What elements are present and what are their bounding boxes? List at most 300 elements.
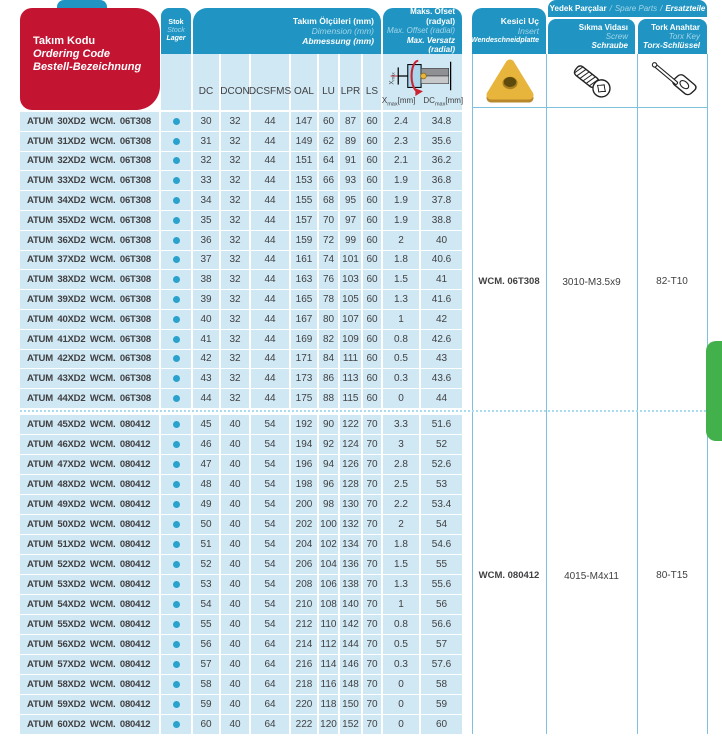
ordering-code-cell: ATUM 56XD2 WCM. 080412 xyxy=(20,635,159,654)
ordering-code-cell: ATUM 40XD2 WCM. 06T308 xyxy=(20,310,159,329)
dcon-cell: 40 xyxy=(221,715,249,734)
dc-cell: 56 xyxy=(193,635,219,654)
oal-cell: 200 xyxy=(291,495,317,514)
dc-cell: 37 xyxy=(193,251,219,270)
dcon-cell: 40 xyxy=(221,555,249,574)
ls-cell: 70 xyxy=(363,415,381,434)
stock-cell xyxy=(161,251,191,270)
dcon-cell: 32 xyxy=(221,211,249,230)
stock-dot-icon xyxy=(173,561,180,568)
divider xyxy=(472,107,708,108)
offset-max-labels xyxy=(382,96,463,108)
dcsfms-cell: 44 xyxy=(251,112,289,131)
oal-cell: 175 xyxy=(291,389,317,408)
ls-cell: 70 xyxy=(363,635,381,654)
ordering-code-cell: ATUM 44XD2 WCM. 06T308 xyxy=(20,389,159,408)
oal-cell: 206 xyxy=(291,555,317,574)
svg-text:Xmax: Xmax xyxy=(387,72,395,85)
code-header-tr: Takım Kodu xyxy=(33,35,96,47)
ls-cell: 70 xyxy=(363,475,381,494)
insert-header-de: Wendeschneidplatte xyxy=(471,37,539,44)
screw-header-tr: Sıkma Vidası xyxy=(578,23,628,32)
table-group-1 xyxy=(20,112,462,408)
lpr-cell: 113 xyxy=(340,369,361,388)
oal-cell: 163 xyxy=(291,270,317,289)
xmax-cell: 3 xyxy=(383,435,419,454)
dc-cell: 35 xyxy=(193,211,219,230)
stock-cell xyxy=(161,171,191,190)
lu-cell: 78 xyxy=(319,290,338,309)
lu-cell: 114 xyxy=(319,655,338,674)
lpr-cell: 148 xyxy=(340,675,361,694)
spare-band-sep2: / xyxy=(660,3,663,13)
lpr-cell: 136 xyxy=(340,555,361,574)
stock-dot-icon xyxy=(173,296,180,303)
ls-cell: 60 xyxy=(363,290,381,309)
ls-cell: 70 xyxy=(363,435,381,454)
dcmax-cell: 43 xyxy=(421,350,462,369)
offset-header-en: Max. Offset (radial) xyxy=(386,26,455,36)
dc-cell: 36 xyxy=(193,231,219,250)
ordering-code-cell: ATUM 60XD2 WCM. 080412 xyxy=(20,715,159,734)
lpr-cell: 144 xyxy=(340,635,361,654)
dcsfms-cell: 64 xyxy=(251,675,289,694)
col-label-lpr: LPR xyxy=(340,54,361,110)
xmax-cell: 0.5 xyxy=(383,635,419,654)
dc-cell: 38 xyxy=(193,270,219,289)
xmax-cell: 1.5 xyxy=(383,555,419,574)
oal-cell: 212 xyxy=(291,615,317,634)
stock-dot-icon xyxy=(173,581,180,588)
dc-cell: 30 xyxy=(193,112,219,131)
ordering-code-cell: ATUM 42XD2 WCM. 06T308 xyxy=(20,350,159,369)
lu-cell: 102 xyxy=(319,535,338,554)
dc-cell: 46 xyxy=(193,435,219,454)
xmax-cell: 1.8 xyxy=(383,251,419,270)
code-header-en: Ordering Code xyxy=(33,48,111,60)
insert-header-en: Insert xyxy=(517,26,539,36)
lpr-cell: 99 xyxy=(340,231,361,250)
dim-header-en: Dimension (mm) xyxy=(311,26,374,36)
dc-cell: 33 xyxy=(193,171,219,190)
dcsfms-cell: 54 xyxy=(251,495,289,514)
screw-icon-cell xyxy=(547,54,637,107)
torx-header-de: Torx-Schlüssel xyxy=(642,41,700,50)
lpr-cell: 130 xyxy=(340,495,361,514)
col-label-lu: LU xyxy=(319,54,338,110)
stock-dot-icon xyxy=(173,441,180,448)
group1-insert-code: WCM. 06T308 xyxy=(478,276,540,287)
xmax-cell: 0.8 xyxy=(383,615,419,634)
dcon-cell: 32 xyxy=(221,290,249,309)
dcmax-cell: 42 xyxy=(421,310,462,329)
torx-header-tr: Tork Anahtar xyxy=(651,23,700,32)
dcmax-cell: 53.4 xyxy=(421,495,462,514)
dcsfms-cell: 44 xyxy=(251,350,289,369)
stock-cell xyxy=(161,211,191,230)
stock-dot-icon xyxy=(173,621,180,628)
lu-cell: 108 xyxy=(319,595,338,614)
lu-cell: 112 xyxy=(319,635,338,654)
dcmax-cell: 55.6 xyxy=(421,575,462,594)
stock-dot-icon xyxy=(173,601,180,608)
stock-cell xyxy=(161,435,191,454)
insert-header-tr: Kesici Uç xyxy=(500,16,539,26)
lu-cell: 70 xyxy=(319,211,338,230)
dcsfms-cell: 44 xyxy=(251,152,289,171)
dcmax-cell: 34.8 xyxy=(421,112,462,131)
ordering-code-cell: ATUM 35XD2 WCM. 06T308 xyxy=(20,211,159,230)
stock-cell xyxy=(161,152,191,171)
oal-cell: 167 xyxy=(291,310,317,329)
dcsfms-cell: 64 xyxy=(251,635,289,654)
ordering-code-cell: ATUM 39XD2 WCM. 06T308 xyxy=(20,290,159,309)
dcmax-cell: 37.8 xyxy=(421,191,462,210)
dcmax-cell: 40.6 xyxy=(421,251,462,270)
oal-cell: 204 xyxy=(291,535,317,554)
dcmax-cell: 42.6 xyxy=(421,330,462,349)
xmax-cell: 1 xyxy=(383,310,419,329)
xmax-cell: 2.4 xyxy=(383,112,419,131)
lpr-cell: 103 xyxy=(340,270,361,289)
xmax-cell: 2.1 xyxy=(383,152,419,171)
stock-cell xyxy=(161,191,191,210)
insert-icon xyxy=(484,58,536,104)
ls-cell: 60 xyxy=(363,152,381,171)
lu-cell: 64 xyxy=(319,152,338,171)
stock-cell xyxy=(161,575,191,594)
offset-diagram-icon xyxy=(385,56,461,96)
dcsfms-cell: 44 xyxy=(251,132,289,151)
ordering-code-cell: ATUM 58XD2 WCM. 080412 xyxy=(20,675,159,694)
lu-cell: 100 xyxy=(319,515,338,534)
stock-header-de: Lager xyxy=(166,35,186,42)
ordering-code-cell: ATUM 34XD2 WCM. 06T308 xyxy=(20,191,159,210)
stock-dot-icon xyxy=(173,276,180,283)
dc-cell: 34 xyxy=(193,191,219,210)
ordering-code-cell: ATUM 53XD2 WCM. 080412 xyxy=(20,575,159,594)
stock-dot-icon xyxy=(173,681,180,688)
ls-cell: 60 xyxy=(363,231,381,250)
ordering-code-header xyxy=(20,8,160,110)
ls-cell: 70 xyxy=(363,455,381,474)
dcsfms-cell: 44 xyxy=(251,171,289,190)
stock-cell xyxy=(161,615,191,634)
oal-cell: 171 xyxy=(291,350,317,369)
divider xyxy=(472,54,473,734)
stock-cell xyxy=(161,310,191,329)
ls-cell: 70 xyxy=(363,515,381,534)
dc-cell: 40 xyxy=(193,310,219,329)
ls-cell: 70 xyxy=(363,595,381,614)
dcon-cell: 32 xyxy=(221,251,249,270)
oal-cell: 198 xyxy=(291,475,317,494)
dcon-cell: 32 xyxy=(221,171,249,190)
lpr-cell: 111 xyxy=(340,350,361,369)
ls-cell: 60 xyxy=(363,369,381,388)
xmax-cell: 2.8 xyxy=(383,455,419,474)
dc-cell: 55 xyxy=(193,615,219,634)
oal-cell: 149 xyxy=(291,132,317,151)
group-separator xyxy=(20,410,722,412)
lu-cell: 94 xyxy=(319,455,338,474)
stock-cell xyxy=(161,595,191,614)
stock-cell xyxy=(161,330,191,349)
xmax-cell: 1.3 xyxy=(383,575,419,594)
lpr-cell: 142 xyxy=(340,615,361,634)
lu-cell: 116 xyxy=(319,675,338,694)
dcmax-cell: 57 xyxy=(421,635,462,654)
spare-band-de: Ersatzteile xyxy=(665,3,706,13)
dcon-cell: 40 xyxy=(221,655,249,674)
screw-icon xyxy=(567,57,617,105)
stock-dot-icon xyxy=(173,157,180,164)
stock-subheader-cell xyxy=(161,54,191,110)
col-label-ls: LS xyxy=(363,54,381,110)
ordering-code-cell: ATUM 50XD2 WCM. 080412 xyxy=(20,515,159,534)
dc-cell: 53 xyxy=(193,575,219,594)
dc-cell: 43 xyxy=(193,369,219,388)
lu-cell: 106 xyxy=(319,575,338,594)
lpr-cell: 95 xyxy=(340,191,361,210)
stock-dot-icon xyxy=(173,316,180,323)
stock-dot-icon xyxy=(173,641,180,648)
dcmax-cell: 56 xyxy=(421,595,462,614)
oal-cell: 210 xyxy=(291,595,317,614)
dcon-cell: 40 xyxy=(221,675,249,694)
lu-cell: 68 xyxy=(319,191,338,210)
ordering-code-cell: ATUM 45XD2 WCM. 080412 xyxy=(20,415,159,434)
torx-key-icon-cell xyxy=(638,54,707,107)
xmax-cell: 2.3 xyxy=(383,132,419,151)
xmax-cell: 2 xyxy=(383,515,419,534)
torx-key-icon xyxy=(642,56,704,106)
ls-cell: 70 xyxy=(363,715,381,734)
dimensions-header xyxy=(193,8,381,54)
lu-cell: 98 xyxy=(319,495,338,514)
dcsfms-cell: 64 xyxy=(251,695,289,714)
xmax-cell: 2 xyxy=(383,231,419,250)
ordering-code-cell: ATUM 54XD2 WCM. 080412 xyxy=(20,595,159,614)
screw-header-en: Screw xyxy=(605,32,628,41)
oal-cell: 147 xyxy=(291,112,317,131)
insert-column-header xyxy=(472,8,546,54)
ordering-code-cell: ATUM 57XD2 WCM. 080412 xyxy=(20,655,159,674)
dcon-cell: 32 xyxy=(221,132,249,151)
dcsfms-cell: 54 xyxy=(251,575,289,594)
dc-cell: 52 xyxy=(193,555,219,574)
dcsfms-cell: 54 xyxy=(251,595,289,614)
dcmax-cell: 35.6 xyxy=(421,132,462,151)
stock-cell xyxy=(161,695,191,714)
oal-cell: 153 xyxy=(291,171,317,190)
lpr-cell: 140 xyxy=(340,595,361,614)
dcmax-cell: 38.8 xyxy=(421,211,462,230)
lu-cell: 72 xyxy=(319,231,338,250)
dcmax-cell: 52.6 xyxy=(421,455,462,474)
dc-cell: 49 xyxy=(193,495,219,514)
dcon-cell: 40 xyxy=(221,515,249,534)
col-label-dcon: DCON xyxy=(221,54,249,110)
dc-cell: 31 xyxy=(193,132,219,151)
ls-cell: 60 xyxy=(363,350,381,369)
stock-dot-icon xyxy=(173,237,180,244)
dcmax-cell: 60 xyxy=(421,715,462,734)
dcsfms-cell: 44 xyxy=(251,290,289,309)
stock-cell xyxy=(161,270,191,289)
ls-cell: 70 xyxy=(363,695,381,714)
lu-cell: 74 xyxy=(319,251,338,270)
dcsfms-cell: 44 xyxy=(251,191,289,210)
dcon-cell: 40 xyxy=(221,495,249,514)
oal-cell: 196 xyxy=(291,455,317,474)
ordering-code-cell: ATUM 52XD2 WCM. 080412 xyxy=(20,555,159,574)
dcon-cell: 40 xyxy=(221,455,249,474)
ordering-code-cell: ATUM 32XD2 WCM. 06T308 xyxy=(20,152,159,171)
dcmax-cell: 40 xyxy=(421,231,462,250)
stock-dot-icon xyxy=(173,375,180,382)
oal-cell: 155 xyxy=(291,191,317,210)
dcon-cell: 32 xyxy=(221,389,249,408)
stock-cell xyxy=(161,350,191,369)
dc-cell: 42 xyxy=(193,350,219,369)
spare-band-en: Spare Parts xyxy=(614,3,658,13)
xmax-cell: 0.3 xyxy=(383,655,419,674)
stock-cell xyxy=(161,231,191,250)
dcsfms-cell: 44 xyxy=(251,231,289,250)
xmax-cell: 0 xyxy=(383,695,419,714)
dcsfms-cell: 54 xyxy=(251,535,289,554)
stock-dot-icon xyxy=(173,461,180,468)
ls-cell: 60 xyxy=(363,330,381,349)
oal-cell: 202 xyxy=(291,515,317,534)
xmax-cell: 1 xyxy=(383,595,419,614)
ordering-code-cell: ATUM 31XD2 WCM. 06T308 xyxy=(20,132,159,151)
lpr-cell: 93 xyxy=(340,171,361,190)
dcsfms-cell: 44 xyxy=(251,310,289,329)
oal-cell: 218 xyxy=(291,675,317,694)
lpr-cell: 126 xyxy=(340,455,361,474)
ordering-code-cell: ATUM 37XD2 WCM. 06T308 xyxy=(20,251,159,270)
lpr-cell: 101 xyxy=(340,251,361,270)
xmax-cell: 2.5 xyxy=(383,475,419,494)
stock-header-tr: Stok xyxy=(168,19,184,26)
ordering-code-cell: ATUM 59XD2 WCM. 080412 xyxy=(20,695,159,714)
lpr-cell: 115 xyxy=(340,389,361,408)
stock-dot-icon xyxy=(173,481,180,488)
stock-dot-icon xyxy=(173,521,180,528)
dcmax-cell: 57.6 xyxy=(421,655,462,674)
lu-cell: 80 xyxy=(319,310,338,329)
xmax-cell: 1.3 xyxy=(383,290,419,309)
stock-dot-icon xyxy=(173,541,180,548)
stock-dot-icon xyxy=(173,395,180,402)
lpr-cell: 105 xyxy=(340,290,361,309)
col-label-oal: OAL xyxy=(291,54,317,110)
divider xyxy=(546,54,547,734)
xmax-cell: 0 xyxy=(383,389,419,408)
stock-dot-icon xyxy=(173,138,180,145)
stock-cell xyxy=(161,132,191,151)
lu-cell: 88 xyxy=(319,389,338,408)
group2-torx-code: 80-T15 xyxy=(656,570,688,581)
dcon-cell: 32 xyxy=(221,152,249,171)
dcsfms-cell: 54 xyxy=(251,415,289,434)
group1-screw-code: 3010-M3.5x9 xyxy=(562,277,621,288)
xmax-cell: 0 xyxy=(383,675,419,694)
lu-cell: 62 xyxy=(319,132,338,151)
dcsfms-cell: 44 xyxy=(251,369,289,388)
dcsfms-cell: 44 xyxy=(251,270,289,289)
oal-cell: 222 xyxy=(291,715,317,734)
lpr-cell: 150 xyxy=(340,695,361,714)
lpr-cell: 122 xyxy=(340,415,361,434)
dim-header-de: Abmessung (mm) xyxy=(302,36,374,46)
lu-cell: 84 xyxy=(319,350,338,369)
lu-cell: 92 xyxy=(319,435,338,454)
ordering-code-cell: ATUM 46XD2 WCM. 080412 xyxy=(20,435,159,454)
oal-cell: 173 xyxy=(291,369,317,388)
oal-cell: 214 xyxy=(291,635,317,654)
xmax-cell: 2.2 xyxy=(383,495,419,514)
lpr-cell: 138 xyxy=(340,575,361,594)
dcsfms-cell: 54 xyxy=(251,435,289,454)
dcsfms-cell: 44 xyxy=(251,389,289,408)
dcmax-cell: 59 xyxy=(421,695,462,714)
oal-cell: 194 xyxy=(291,435,317,454)
stock-dot-icon xyxy=(173,336,180,343)
lpr-cell: 132 xyxy=(340,515,361,534)
dcon-cell: 32 xyxy=(221,231,249,250)
lpr-cell: 87 xyxy=(340,112,361,131)
lpr-cell: 89 xyxy=(340,132,361,151)
oal-cell: 208 xyxy=(291,575,317,594)
lu-cell: 110 xyxy=(319,615,338,634)
lu-cell: 120 xyxy=(319,715,338,734)
dcmax-cell: 56.6 xyxy=(421,615,462,634)
xmax-cell: 1.9 xyxy=(383,191,419,210)
screw-column-header xyxy=(548,19,635,54)
lpr-cell: 124 xyxy=(340,435,361,454)
page-edge-tab xyxy=(706,341,722,441)
dcmax-cell: 44 xyxy=(421,389,462,408)
ordering-code-cell: ATUM 43XD2 WCM. 06T308 xyxy=(20,369,159,388)
xmax-cell: 1.8 xyxy=(383,535,419,554)
ls-cell: 60 xyxy=(363,389,381,408)
xmax-label: $X_{max}[mm]$ xyxy=(381,96,416,108)
stock-cell xyxy=(161,655,191,674)
oal-cell: 151 xyxy=(291,152,317,171)
xmax-cell: 1.5 xyxy=(383,270,419,289)
dcmax-cell: 41 xyxy=(421,270,462,289)
lu-cell: 60 xyxy=(319,112,338,131)
stock-dot-icon xyxy=(173,501,180,508)
dcmax-label: $DC_{max}[mm]$ xyxy=(423,96,464,108)
lu-cell: 76 xyxy=(319,270,338,289)
stock-header-en: Stock xyxy=(167,27,185,34)
oal-cell: 159 xyxy=(291,231,317,250)
ordering-code-cell: ATUM 41XD2 WCM. 06T308 xyxy=(20,330,159,349)
lpr-cell: 91 xyxy=(340,152,361,171)
stock-cell xyxy=(161,475,191,494)
ls-cell: 70 xyxy=(363,535,381,554)
divider xyxy=(637,54,638,734)
ls-cell: 70 xyxy=(363,655,381,674)
dcon-cell: 32 xyxy=(221,330,249,349)
oal-cell: 161 xyxy=(291,251,317,270)
dcmax-cell: 53 xyxy=(421,475,462,494)
lu-cell: 90 xyxy=(319,415,338,434)
